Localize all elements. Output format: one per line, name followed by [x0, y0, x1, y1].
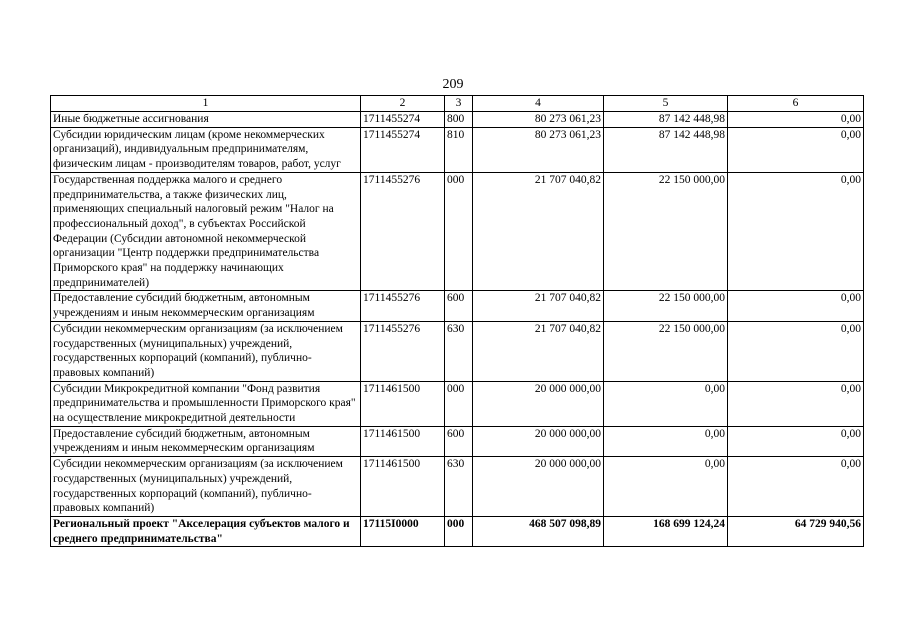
row-value-5-cell: 168 699 124,24	[604, 516, 728, 546]
row-value-6-cell: 0,00	[728, 112, 864, 128]
header-cell-5: 5	[604, 96, 728, 112]
row-kind-cell: 630	[445, 457, 473, 517]
row-value-5-cell: 0,00	[604, 426, 728, 456]
row-value-6-cell: 0,00	[728, 457, 864, 517]
row-name-cell: Субсидии некоммерческим организациям (за исключением государственных (муниципальных) учреждений, государственных корпораций (компаний), публично-правовых компаний)	[51, 321, 361, 381]
header-row	[51, 96, 864, 112]
row-value-5-cell: 22 150 000,00	[604, 291, 728, 321]
table-row	[51, 291, 864, 321]
table-row	[51, 457, 864, 517]
row-kind-cell: 000	[445, 381, 473, 426]
row-name-cell: Субсидии юридическим лицам (кроме некоммерческих организаций), индивидуальным предпринимателям, физическим лицам - производителям товаров, работ, услуг	[51, 127, 361, 172]
row-kind-cell: 810	[445, 127, 473, 172]
row-kind-cell: 600	[445, 426, 473, 456]
row-name-cell: Субсидии Микрокредитной компании "Фонд развития предпринимательства и промышленности Приморского края" на осуществление микрокредитной деятельности	[51, 381, 361, 426]
header-cell-2: 2	[361, 96, 445, 112]
row-value-4-cell: 20 000 000,00	[473, 426, 604, 456]
row-kind-cell: 600	[445, 291, 473, 321]
row-name-cell: Иные бюджетные ассигнования	[51, 112, 361, 128]
page-number: 209	[442, 77, 464, 92]
row-value-6-cell: 0,00	[728, 381, 864, 426]
row-kind-cell: 000	[445, 516, 473, 546]
row-code-cell: 17115I0000	[361, 516, 445, 546]
table-row	[51, 516, 864, 546]
row-name-cell: Предоставление субсидий бюджетным, автономным учреждениям и иным некоммерческим организациям	[51, 426, 361, 456]
row-name-cell: Субсидии некоммерческим организациям (за исключением государственных (муниципальных) учреждений, государственных корпораций (компаний), публично-правовых компаний)	[51, 457, 361, 517]
row-value-6-cell: 64 729 940,56	[728, 516, 864, 546]
table-row	[51, 127, 864, 172]
row-value-5-cell: 87 142 448,98	[604, 112, 728, 128]
row-value-6-cell: 0,00	[728, 172, 864, 291]
row-value-5-cell: 87 142 448,98	[604, 127, 728, 172]
row-code-cell: 1711455274	[361, 127, 445, 172]
row-code-cell: 1711455276	[361, 291, 445, 321]
row-name-cell: Государственная поддержка малого и среднего предпринимательства, а также физических лиц, применяющих специальный налоговый режим "Налог на профессиональный доход", в субъектах Российской Федерации (Субсидии автономной некоммерческой организации "Центр поддержки предпринимательства Приморского края" на поддержку начинающих предпринимателей)	[51, 172, 361, 291]
row-value-4-cell: 20 000 000,00	[473, 457, 604, 517]
table-row	[51, 321, 864, 381]
row-value-4-cell: 468 507 098,89	[473, 516, 604, 546]
table-row	[51, 381, 864, 426]
row-name-cell: Региональный проект "Акселерация субъектов малого и среднего предпринимательства"	[51, 516, 361, 546]
row-kind-cell: 630	[445, 321, 473, 381]
row-value-4-cell: 21 707 040,82	[473, 291, 604, 321]
row-code-cell: 1711461500	[361, 381, 445, 426]
row-value-6-cell: 0,00	[728, 321, 864, 381]
row-kind-cell: 000	[445, 172, 473, 291]
row-code-cell: 1711455274	[361, 112, 445, 128]
row-value-5-cell: 22 150 000,00	[604, 321, 728, 381]
table-body	[51, 112, 864, 547]
row-value-5-cell: 0,00	[604, 457, 728, 517]
row-code-cell: 1711461500	[361, 457, 445, 517]
row-value-4-cell: 80 273 061,23	[473, 127, 604, 172]
row-value-4-cell: 21 707 040,82	[473, 172, 604, 291]
row-code-cell: 1711461500	[361, 426, 445, 456]
header-cell-6: 6	[728, 96, 864, 112]
row-value-6-cell: 0,00	[728, 426, 864, 456]
row-value-5-cell: 0,00	[604, 381, 728, 426]
row-value-4-cell: 80 273 061,23	[473, 112, 604, 128]
row-value-6-cell: 0,00	[728, 291, 864, 321]
row-value-4-cell: 21 707 040,82	[473, 321, 604, 381]
row-code-cell: 1711455276	[361, 321, 445, 381]
budget-table	[50, 95, 864, 547]
row-code-cell: 1711455276	[361, 172, 445, 291]
row-value-4-cell: 20 000 000,00	[473, 381, 604, 426]
header-cell-1: 1	[51, 96, 361, 112]
table-row	[51, 426, 864, 456]
row-value-6-cell: 0,00	[728, 127, 864, 172]
table-row	[51, 112, 864, 128]
header-cell-4: 4	[473, 96, 604, 112]
table-row	[51, 172, 864, 291]
row-kind-cell: 800	[445, 112, 473, 128]
row-name-cell: Предоставление субсидий бюджетным, автономным учреждениям и иным некоммерческим организациям	[51, 291, 361, 321]
header-cell-3: 3	[445, 96, 473, 112]
row-value-5-cell: 22 150 000,00	[604, 172, 728, 291]
